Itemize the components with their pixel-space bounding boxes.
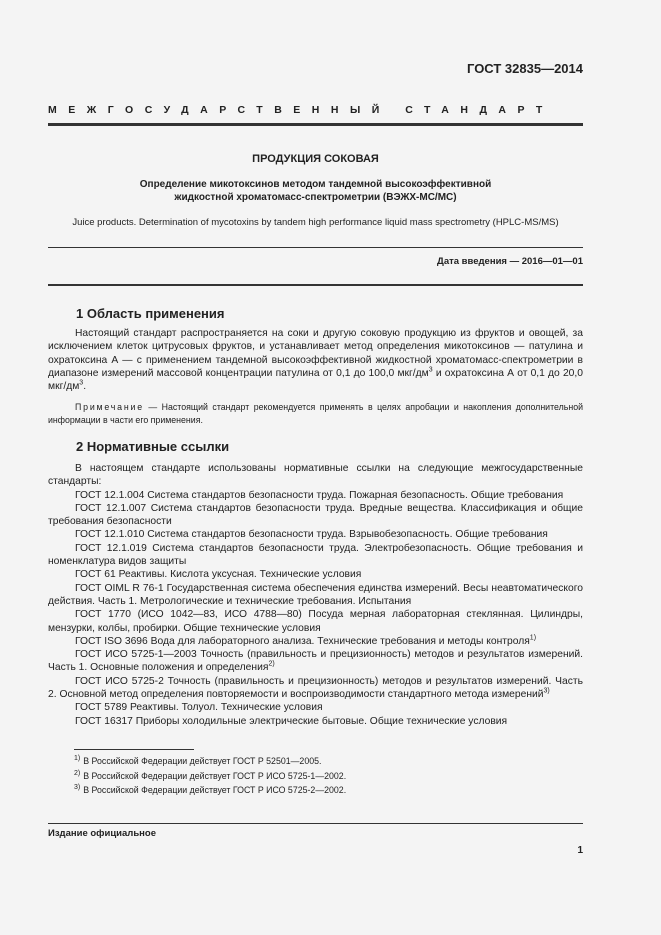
edition-label: Издание официальное — [48, 828, 156, 839]
footnote-mark: 2) — [74, 769, 81, 777]
reference-item: ГОСТ 12.1.019 Система стандартов безопасности труда. Электробезопасность. Общие требования и номенклатура видов защиты — [48, 542, 583, 568]
document-title: ПРОДУКЦИЯ СОКОВАЯ — [252, 153, 379, 165]
reference-item — [48, 648, 583, 675]
reference-item: ГОСТ 12.1.010 Система стандартов безопасности труда. Взрывобезопасность. Общие требования — [75, 529, 548, 541]
footnote-item — [74, 754, 346, 769]
footnote-text: В Российской Федерации действует ГОСТ Р 52501—2005. — [83, 756, 322, 766]
section-2-body — [48, 462, 583, 728]
scope-text-1: Настоящий стандарт распространяется на соки и другую соковую продукцию из фруктов и овощей, за исключением клеток цитрусовых фруктов, и устанавливает метод определения микотоксинов — патулина и охратоксина А — с применением тандемной высокоэффективной жидкостной хроматомасс-спектрометрии в диапазоне измерений массовой концентрации патулина от 0,1 до 100,0 мкг/дм — [48, 328, 583, 379]
reference-item: ГОСТ 61 Реактивы. Кислота уксусная. Технические условия — [75, 569, 362, 581]
footnote-separator — [74, 749, 194, 750]
reference-item: ГОСТ 5789 Реактивы. Толуол. Технические условия — [75, 702, 323, 714]
reference-item — [48, 635, 583, 648]
scope-note — [48, 401, 583, 426]
note-text: — Настоящий стандарт рекомендуется применять в целях апробации и накопления дополнительной информации в части его применения. — [48, 402, 583, 425]
footnote-marker: 3) — [543, 687, 550, 695]
footnote-item — [74, 783, 346, 798]
document-subtitle — [0, 178, 631, 204]
date-rule — [48, 284, 583, 286]
footnotes — [74, 754, 346, 798]
scope-paragraph — [48, 327, 583, 393]
footnote-mark: 1) — [74, 755, 81, 763]
reference-item — [48, 675, 583, 702]
footnote-marker: 2) — [268, 661, 275, 669]
footnote-item — [74, 769, 346, 784]
title-rule — [48, 247, 583, 248]
scope-text-2: и охратоксина А от 0,1 до 20,0 мкг/дм — [48, 367, 583, 393]
reference-item: ГОСТ 16317 Приборы холодильные электрические бытовые. Общие технические условия — [75, 715, 508, 727]
section-2-heading: 2 Нормативные ссылки — [76, 439, 230, 454]
reference-item: ГОСТ OIML R 76-1 Государственная система обеспечения единства измерений. Весы неавтоматического действия. Часть 1. Метрологические и технические требования. Испытания — [48, 582, 583, 607]
standard-number: ГОСТ 32835—2014 — [467, 61, 583, 76]
subtitle-line-1: Определение микотоксинов методом тандемной высокоэффективной — [139, 179, 492, 190]
footer-rule — [48, 823, 583, 824]
introduction-date: Дата введения — 2016—01—01 — [437, 256, 583, 267]
footnote-text: В Российской Федерации действует ГОСТ Р ИСО 5725-1—2002. — [83, 770, 347, 781]
reference-item: ГОСТ 12.1.007 Система стандартов безопасности труда. Вредные вещества. Классификация и общие требования безопасности — [48, 502, 583, 528]
subtitle-line-2: жидкостной хроматомасс-спектрометрии (ВЭЖХ-МС/МС) — [174, 192, 457, 203]
reference-item: ГОСТ 1770 (ИСО 1042—83, ИСО 4788—80) Посуда мерная лабораторная стеклянная. Цилиндры, мензурки, колбы, пробирки. Общие технические условия — [48, 609, 583, 634]
reference-text: ГОСТ ИСО 5725-1—2003 Точность (правильность и прецизионность) методов и результатов измерений. Часть 1. Основные положения и определения — [48, 649, 583, 674]
note-label: Примечание — [75, 402, 144, 412]
scope-text-3: . — [83, 381, 87, 393]
section-1-body — [48, 327, 583, 393]
references-intro: В настоящем стандарте использованы нормативные ссылки на следующие межгосударственные стандарты: — [48, 463, 583, 488]
footnote-mark: 3) — [74, 784, 81, 792]
header-rule — [48, 123, 583, 126]
interstate-standard-banner: МЕЖГОСУДАРСТВЕННЫЙ СТАНДАРТ — [48, 104, 554, 116]
superscript-3: 3 — [79, 379, 84, 387]
reference-text: ГОСТ ISO 3696 Вода для лабораторного анализа. Технические требования и методы контроля — [75, 635, 530, 647]
reference-text: ГОСТ ИСО 5725-2 Точность (правильность и прецизионность) методов и результатов измерений. Часть 2. Основной метод определения повторяемости и воспроизводимости стандартного метода измерений — [48, 675, 583, 701]
section-1-heading: 1 Область применения — [76, 306, 225, 321]
superscript-3: 3 — [428, 366, 433, 374]
english-title: Juice products. Determination of mycotoxins by tandem high performance liquid mass spectrometry (HPLC-MS/MS) — [72, 217, 559, 228]
reference-item: ГОСТ 12.1.004 Система стандартов безопасности труда. Пожарная безопасность. Общие требования — [75, 489, 564, 501]
footnote-text: В Российской Федерации действует ГОСТ Р ИСО 5725-2—2002. — [83, 785, 347, 796]
page-number: 1 — [577, 845, 583, 856]
footnote-marker: 1) — [529, 634, 537, 642]
